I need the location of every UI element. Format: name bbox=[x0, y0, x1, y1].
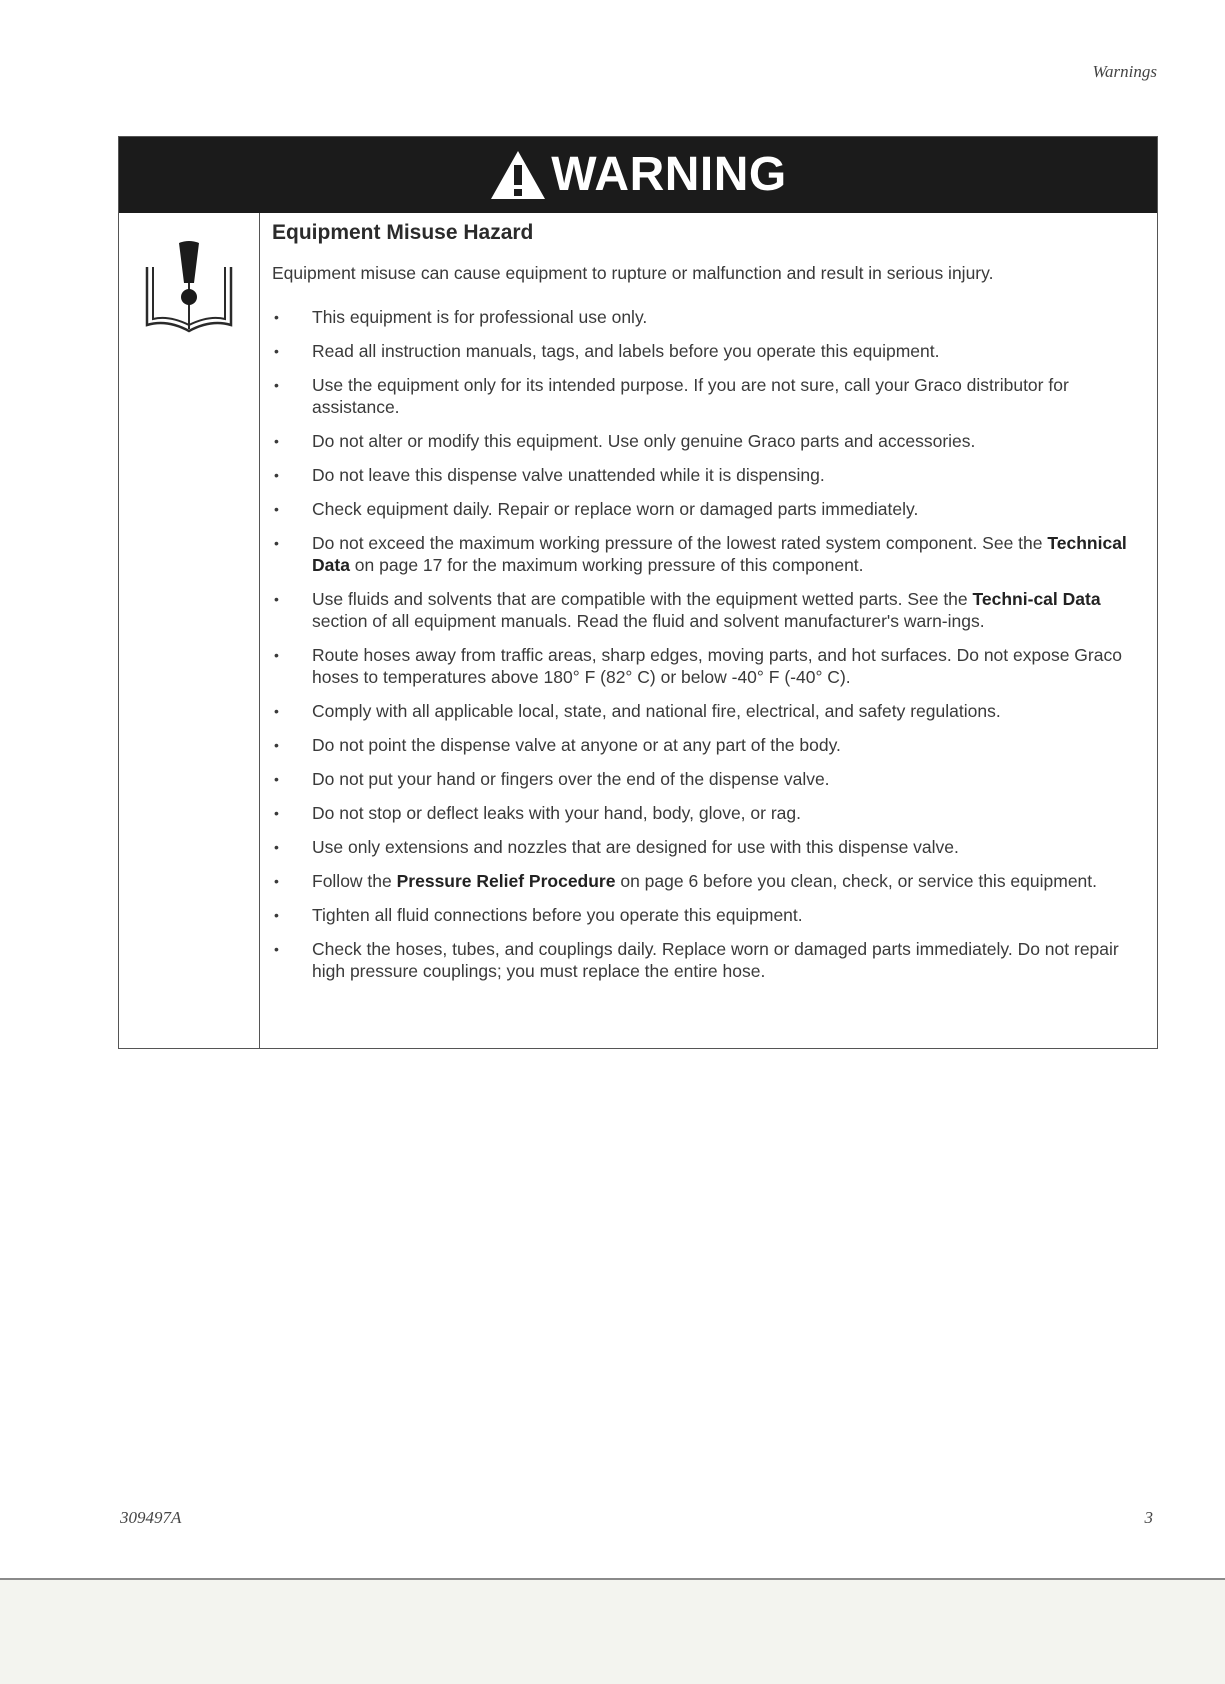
warning-list-item bbox=[272, 836, 1143, 858]
hazard-intro: Equipment misuse can cause equipment to rupture or malfunction and result in serious injury. bbox=[272, 263, 994, 283]
warning-list-item bbox=[272, 938, 1143, 982]
hazard-icon-column bbox=[119, 213, 260, 1048]
bold-reference: Techni-cal Data bbox=[972, 589, 1101, 609]
bullet-dot: • bbox=[274, 771, 279, 787]
bullet-text: Route hoses away from traffic areas, sharp edges, moving parts, and hot surfaces. Do not expose Graco hoses to temperatures above 180° F (82° C) or below -40° F (-40° C). bbox=[312, 645, 1122, 687]
bullet-dot: • bbox=[274, 433, 279, 449]
bullet-dot: • bbox=[274, 805, 279, 821]
bullet-dot: • bbox=[274, 501, 279, 517]
hazard-title: Equipment Misuse Hazard bbox=[272, 221, 534, 244]
banner-label: WARNING bbox=[551, 148, 787, 201]
warning-list-item bbox=[272, 734, 1143, 756]
bullet-dot: • bbox=[274, 907, 279, 923]
bullet-dot: • bbox=[274, 343, 279, 359]
document-number: 309497A bbox=[120, 1508, 182, 1527]
warning-banner bbox=[119, 137, 1157, 213]
bullet-dot: • bbox=[274, 839, 279, 855]
warning-list-item bbox=[272, 644, 1143, 688]
bullet-text: on page 6 before you clean, check, or service this equipment. bbox=[615, 871, 1098, 891]
bullet-text: Use the equipment only for its intended purpose. If you are not sure, call your Graco distributor for assistance. bbox=[312, 375, 1069, 417]
warning-list-item bbox=[272, 374, 1143, 418]
warning-list-item bbox=[272, 802, 1143, 824]
running-head: Warnings bbox=[1092, 62, 1157, 81]
bullet-text: Do not put your hand or fingers over the end of the dispense valve. bbox=[312, 769, 830, 789]
bullet-text: Do not point the dispense valve at anyone or at any part of the body. bbox=[312, 735, 841, 755]
warning-list-item bbox=[272, 588, 1143, 632]
bullet-text: Do not exceed the maximum working pressure of the lowest rated system component. See the bbox=[312, 533, 1048, 553]
bullet-text: Use fluids and solvents that are compatible with the equipment wetted parts. See the bbox=[312, 589, 973, 609]
warning-list-item bbox=[272, 430, 1143, 452]
bullet-dot: • bbox=[274, 873, 279, 889]
bullet-dot: • bbox=[274, 535, 279, 551]
warning-list-item bbox=[272, 870, 1143, 892]
warning-list-item bbox=[272, 768, 1143, 790]
bullet-text: Check the hoses, tubes, and couplings daily. Replace worn or damaged parts immediately. Do not repair high pressure couplings; you must replace the entire hose. bbox=[312, 939, 1119, 981]
warning-box bbox=[118, 136, 1158, 1049]
bullet-dot: • bbox=[274, 941, 279, 957]
bullet-text: on page 17 for the maximum working pressure of this component. bbox=[349, 555, 864, 575]
bullet-dot: • bbox=[274, 703, 279, 719]
bullet-text: Tighten all fluid connections before you operate this equipment. bbox=[312, 905, 803, 925]
bold-reference: Technical Data bbox=[312, 533, 1127, 575]
warning-body bbox=[119, 213, 1157, 1048]
bullet-dot: • bbox=[274, 737, 279, 753]
warning-triangle-icon bbox=[489, 149, 547, 201]
bullet-dot: • bbox=[274, 647, 279, 663]
bullet-text: section of all equipment manuals. Read the fluid and solvent manufacturer's warn-ings. bbox=[312, 611, 985, 631]
bullet-text: Read all instruction manuals, tags, and labels before you operate this equipment. bbox=[312, 341, 940, 361]
read-manual-icon bbox=[143, 239, 235, 335]
warning-list-item bbox=[272, 464, 1143, 486]
bullet-dot: • bbox=[274, 309, 279, 325]
bullet-dot: • bbox=[274, 591, 279, 607]
bullet-text: Check equipment daily. Repair or replace worn or damaged parts immediately. bbox=[312, 499, 919, 519]
bullet-dot: • bbox=[274, 377, 279, 393]
warning-list-item bbox=[272, 498, 1143, 520]
bullet-text: Do not leave this dispense valve unattended while it is dispensing. bbox=[312, 465, 825, 485]
bullet-text: Do not stop or deflect leaks with your hand, body, glove, or rag. bbox=[312, 803, 801, 823]
warning-list-item bbox=[272, 700, 1143, 722]
warning-list-item bbox=[272, 340, 1143, 362]
bold-reference: Pressure Relief Procedure bbox=[396, 871, 616, 891]
warning-list-item bbox=[272, 904, 1143, 926]
bullet-text: This equipment is for professional use only. bbox=[312, 307, 648, 327]
bullet-text: Follow the bbox=[312, 871, 397, 891]
warning-list-item bbox=[272, 532, 1143, 576]
warning-list bbox=[272, 306, 1143, 982]
warning-list-item bbox=[272, 306, 1143, 328]
page-number: 3 bbox=[1144, 1508, 1153, 1527]
bullet-text: Do not alter or modify this equipment. Use only genuine Graco parts and accessories. bbox=[312, 431, 976, 451]
scan-margin-strip bbox=[0, 1580, 1225, 1684]
bullet-text: Comply with all applicable local, state, and national fire, electrical, and safety regulations. bbox=[312, 701, 1001, 721]
hazard-text-column bbox=[272, 213, 1143, 994]
bullet-text: Use only extensions and nozzles that are designed for use with this dispense valve. bbox=[312, 837, 959, 857]
bullet-dot: • bbox=[274, 467, 279, 483]
